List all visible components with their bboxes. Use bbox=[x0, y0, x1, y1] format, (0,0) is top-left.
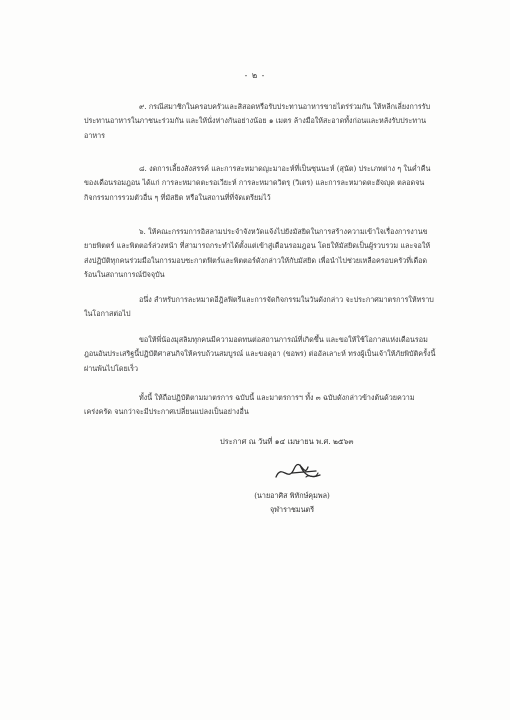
paragraph-item-5: ๙. กรณีสมาชิกในครอบครัวและสิสอดหรือรับประทานอาหารขายไตร่ร่วมกัน ให้หลีกเลี่ยงการรับประทานอาหารในภาชนะร่วมกัน และให้นั่งห่างกันอย่างน้อย ๑ เมตร ล้างมือให้สะอาดทั้งก่อนและหลังรับประทานอาหาร bbox=[84, 102, 431, 140]
paragraph-item-6: ๘. งดการเลี้ยงสังสรรค์ และการสะหมาดญะมาอะห์ที่เป็นซุนนะห์ (สุนัต) ประเภทต่าง ๆ ในค่ำคืนของเดือนรอมฎอน ได้แก่ การละหมาดตะรอเวียะห์ การละหมาดวิตรฺ (วิเตร) และการละหมาดตะฮัจญุด ตลอดจนกิจกรรมการรวมตัวอื่น ๆ ที่มัสยิด หรือในสถานที่ที่จัดเตรียมไว้ bbox=[84, 164, 431, 202]
handwritten-signature-icon bbox=[270, 457, 330, 487]
signature-block bbox=[237, 489, 347, 517]
paragraph-note: อนึ่ง สำหรับการละหมาดอีฎิลฟิตรีและการจัดกิจกรรมในวันดังกล่าว จะประกาศมาตรการให้ทราบในโอกาสต่อไป bbox=[84, 295, 434, 319]
page-number: - ๒ - bbox=[244, 71, 266, 80]
paragraph-closing: ทั้งนี้ ให้ถือปฏิบัติตามมาตรการ ฉบับนี้ และมาตรการฯ ทั้ง ๓ ฉบับดังกล่าวข้างต้นด้วยความเคร่งครัด จนกว่าจะมีประกาศเปลี่ยนแปลงเป็นอย่างอื่น bbox=[84, 393, 415, 417]
paragraph-appeal: ขอให้พี่น้องมุสลิมทุกคนมีความอดทนต่อสถานการณ์ที่เกิดขึ้น และขอให้ใช้โอกาสแห่งเดือนรอมฎอนอันประเสริฐนี้ปฏิบัติศาสนกิจให้ครบถ้วนสมบูรณ์ และขอดุอา (ขอพร) ต่ออัลเลาะห์ ทรงผู้เป็นเจ้าให้ภัยพิบัติครั้งนี้ผ่านพ้นไปโดยเร็ว bbox=[84, 335, 436, 373]
signer-name: (นายอาศิส พิทักษ์คุมพล) bbox=[254, 491, 330, 500]
signer-title: จุฬาราชมนตรี bbox=[269, 505, 315, 514]
paragraph-item-7: ๖. ให้คณะกรรมการอิสลามประจำจังหวัดแจ้งไปยังมัสยิดในการสร้างความเข้าใจเรื่องการงานขยายพิตตร์ และพิตตอร์ล่วงหน้า ที่สามารถกระทำได้ตั้งแต่เข้าสู่เดือนรอมฎอน โดยให้มัสยิดเป็นผู้รวบรวม และจอให้ส่งปฏิบัติทุกคนร่วมมือในการมอบซะกาตฟิตร์และพิตตอร์ดังกล่าวให้กับมัสยิด เพื่อนำไปช่วยเหลือครอบครัวที่เดือดร้อนในสถานการณ์ปัจจุบัน bbox=[84, 227, 431, 279]
announcement-date: ประกาศ ณ วันที่ ๑๔ เมษายน พ.ศ. ๒๕๖๓ bbox=[220, 437, 354, 446]
